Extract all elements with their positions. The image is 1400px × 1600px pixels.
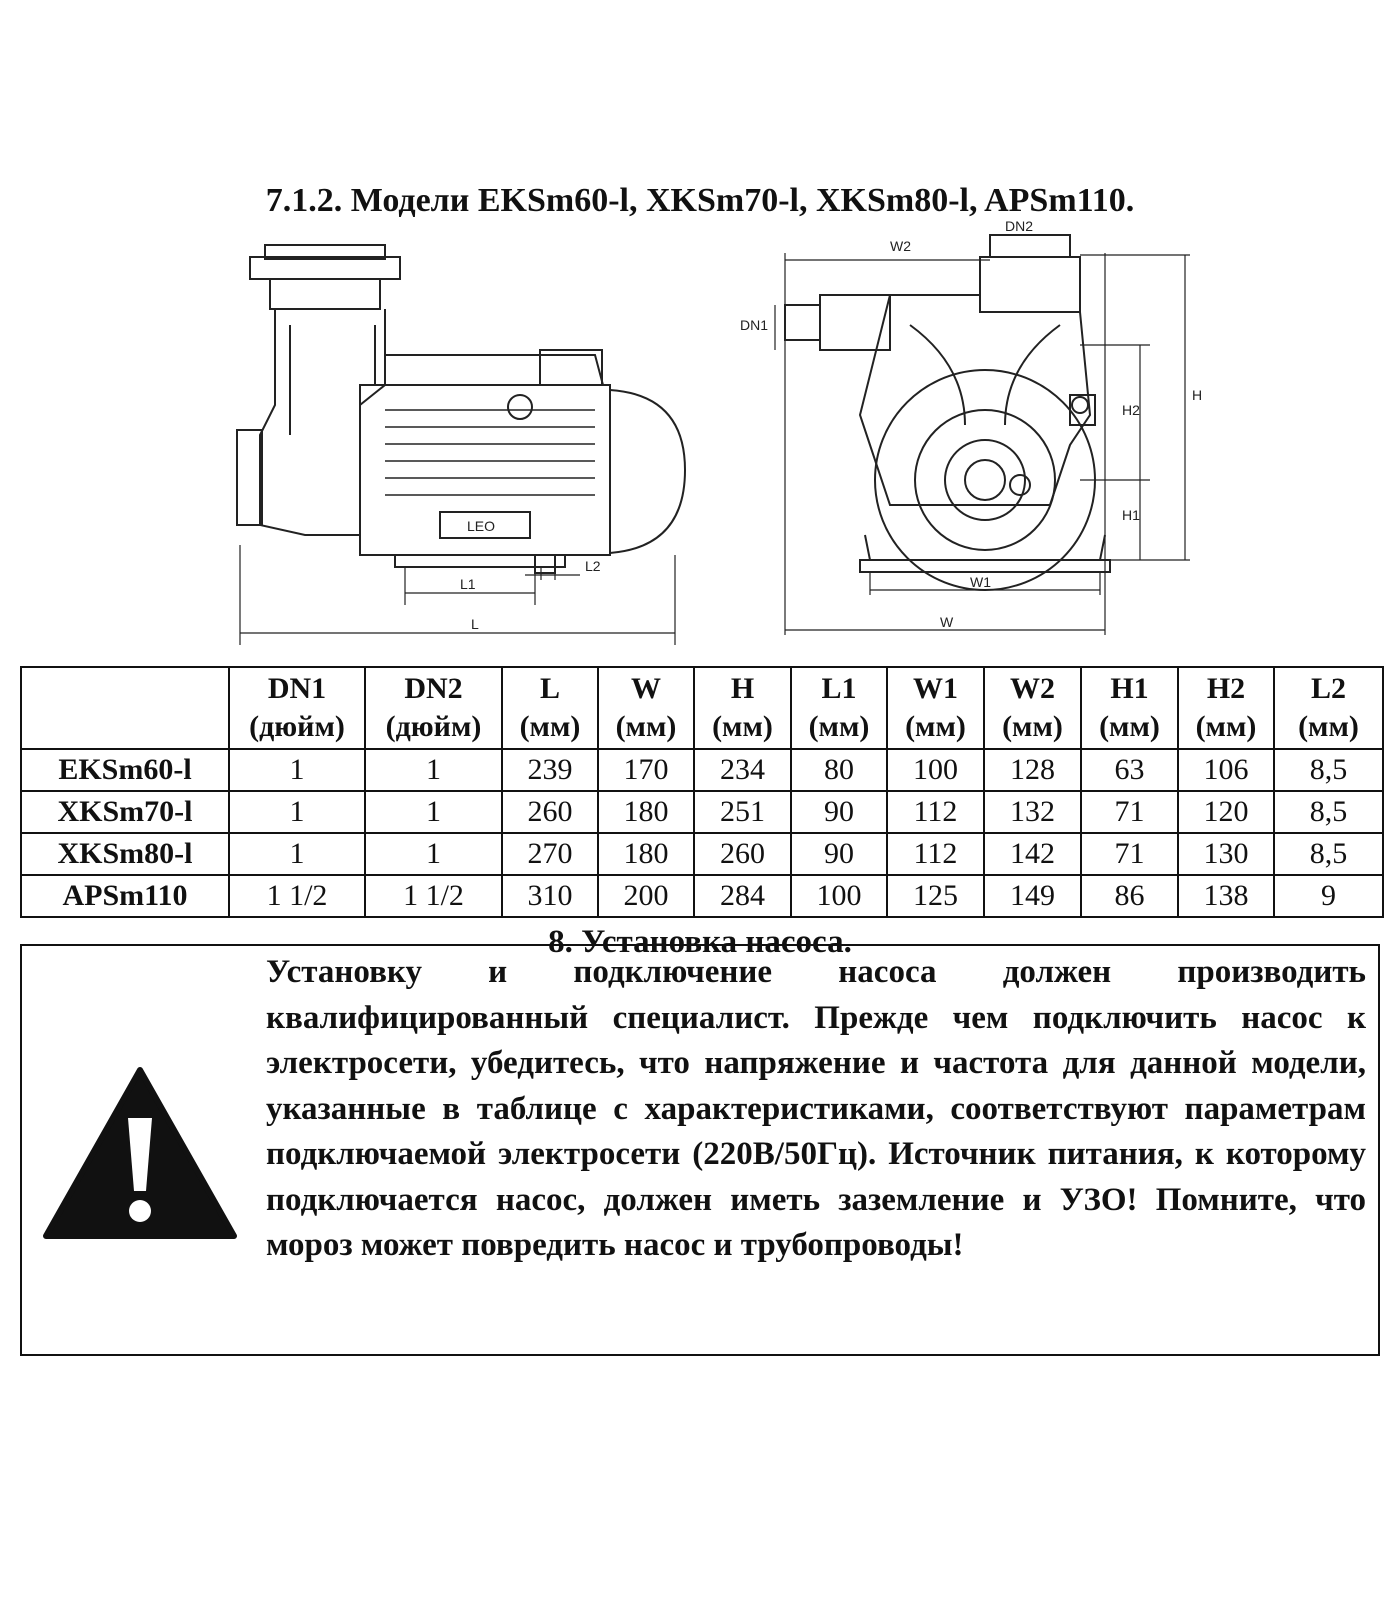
table-row bbox=[21, 791, 1383, 833]
table-cell: 310 bbox=[502, 875, 598, 917]
dim-label-l1: L1 bbox=[460, 576, 476, 592]
header-h2: H2 (мм) bbox=[1178, 667, 1274, 749]
warning-triangle-icon bbox=[42, 1066, 238, 1242]
table-cell: 90 bbox=[791, 833, 887, 875]
table-cell: 71 bbox=[1081, 833, 1178, 875]
header-w1: W1 (мм) bbox=[887, 667, 984, 749]
table-cell: 260 bbox=[694, 833, 791, 875]
table-cell: 1 bbox=[365, 749, 502, 791]
table-cell: 112 bbox=[887, 833, 984, 875]
table-cell: 120 bbox=[1178, 791, 1274, 833]
table-row bbox=[21, 875, 1383, 917]
table-cell: 9 bbox=[1274, 875, 1383, 917]
table-cell: 8,5 bbox=[1274, 791, 1383, 833]
warning-box bbox=[20, 944, 1380, 1356]
pump-side-view-drawing bbox=[235, 235, 695, 655]
table-cell: 106 bbox=[1178, 749, 1274, 791]
table-cell: 1 bbox=[229, 833, 365, 875]
header-dn1: DN1 (дюйм) bbox=[229, 667, 365, 749]
table-cell: 260 bbox=[502, 791, 598, 833]
table-cell: 71 bbox=[1081, 791, 1178, 833]
model-cell: XKSm70-l bbox=[21, 791, 229, 833]
table-header-row bbox=[21, 667, 1383, 749]
table-cell: 8,5 bbox=[1274, 833, 1383, 875]
warning-text: Установку и подключение насоса должен производить квалифицированный специалист. Прежде чем подключить насос к электросети, убедитесь, что напряжение и частота для данной модели, указанные в таблице с характеристиками, соответствуют параметрам подключаемой электросети (220В/50Гц). Источник питания, к которому подключается насос, должен иметь заземление и УЗО! Помните, что мороз может повредить насос и трубопроводы! bbox=[266, 954, 1366, 1263]
table-cell: 180 bbox=[598, 833, 694, 875]
dim-label-h: H bbox=[1192, 387, 1203, 403]
dim-label-dn2: DN2 bbox=[1005, 218, 1034, 234]
dim-label-h2: H2 bbox=[1122, 402, 1140, 418]
table-cell: 112 bbox=[887, 791, 984, 833]
table-row bbox=[21, 833, 1383, 875]
brand-plate-label: LEO bbox=[467, 518, 496, 534]
table-cell: 200 bbox=[598, 875, 694, 917]
dim-label-h1: H1 bbox=[1122, 507, 1140, 523]
table-corner-cell bbox=[21, 667, 229, 749]
table-cell: 138 bbox=[1178, 875, 1274, 917]
dimensions-table bbox=[20, 666, 1384, 918]
table-cell: 80 bbox=[791, 749, 887, 791]
table-cell: 86 bbox=[1081, 875, 1178, 917]
table-cell: 284 bbox=[694, 875, 791, 917]
dim-label-w2: W2 bbox=[890, 238, 911, 254]
table-cell: 1 bbox=[229, 749, 365, 791]
header-l1: L1 (мм) bbox=[791, 667, 887, 749]
model-cell: XKSm80-l bbox=[21, 833, 229, 875]
table-cell: 1 bbox=[229, 791, 365, 833]
dim-label-l2: L2 bbox=[585, 558, 601, 574]
table-cell: 251 bbox=[694, 791, 791, 833]
table-cell: 142 bbox=[984, 833, 1081, 875]
table-cell: 8,5 bbox=[1274, 749, 1383, 791]
dim-label-dn1: DN1 bbox=[740, 317, 769, 333]
table-cell: 1 bbox=[365, 791, 502, 833]
table-cell: 100 bbox=[791, 875, 887, 917]
table-cell: 170 bbox=[598, 749, 694, 791]
header-w: W (мм) bbox=[598, 667, 694, 749]
table-cell: 100 bbox=[887, 749, 984, 791]
model-cell: EKSm60-l bbox=[21, 749, 229, 791]
table-cell: 63 bbox=[1081, 749, 1178, 791]
header-w2: W2 (мм) bbox=[984, 667, 1081, 749]
header-h1: H1 (мм) bbox=[1081, 667, 1178, 749]
table-cell: 132 bbox=[984, 791, 1081, 833]
table-cell: 1 bbox=[365, 833, 502, 875]
header-h: H (мм) bbox=[694, 667, 791, 749]
table-cell: 149 bbox=[984, 875, 1081, 917]
table-cell: 128 bbox=[984, 749, 1081, 791]
table-cell: 125 bbox=[887, 875, 984, 917]
table-cell: 270 bbox=[502, 833, 598, 875]
table-cell: 180 bbox=[598, 791, 694, 833]
table-cell: 1 1/2 bbox=[365, 875, 502, 917]
dim-label-l: L bbox=[471, 616, 479, 632]
header-l2: L2 (мм) bbox=[1274, 667, 1383, 749]
table-cell: 239 bbox=[502, 749, 598, 791]
table-cell: 234 bbox=[694, 749, 791, 791]
table-cell: 1 1/2 bbox=[229, 875, 365, 917]
header-l: L (мм) bbox=[502, 667, 598, 749]
table-row bbox=[21, 749, 1383, 791]
header-dn2: DN2 (дюйм) bbox=[365, 667, 502, 749]
pump-front-view-drawing bbox=[740, 215, 1240, 655]
model-cell: APSm110 bbox=[21, 875, 229, 917]
dim-label-w1: W1 bbox=[970, 574, 991, 590]
table-cell: 90 bbox=[791, 791, 887, 833]
section-title: 7.1.2. Модели EKSm60-l, XKSm70-l, XKSm80-l, APSm110. bbox=[265, 182, 1135, 219]
install-section-title: 8. Установка насоса. bbox=[548, 924, 852, 960]
dim-label-w: W bbox=[940, 614, 954, 630]
table-cell: 130 bbox=[1178, 833, 1274, 875]
